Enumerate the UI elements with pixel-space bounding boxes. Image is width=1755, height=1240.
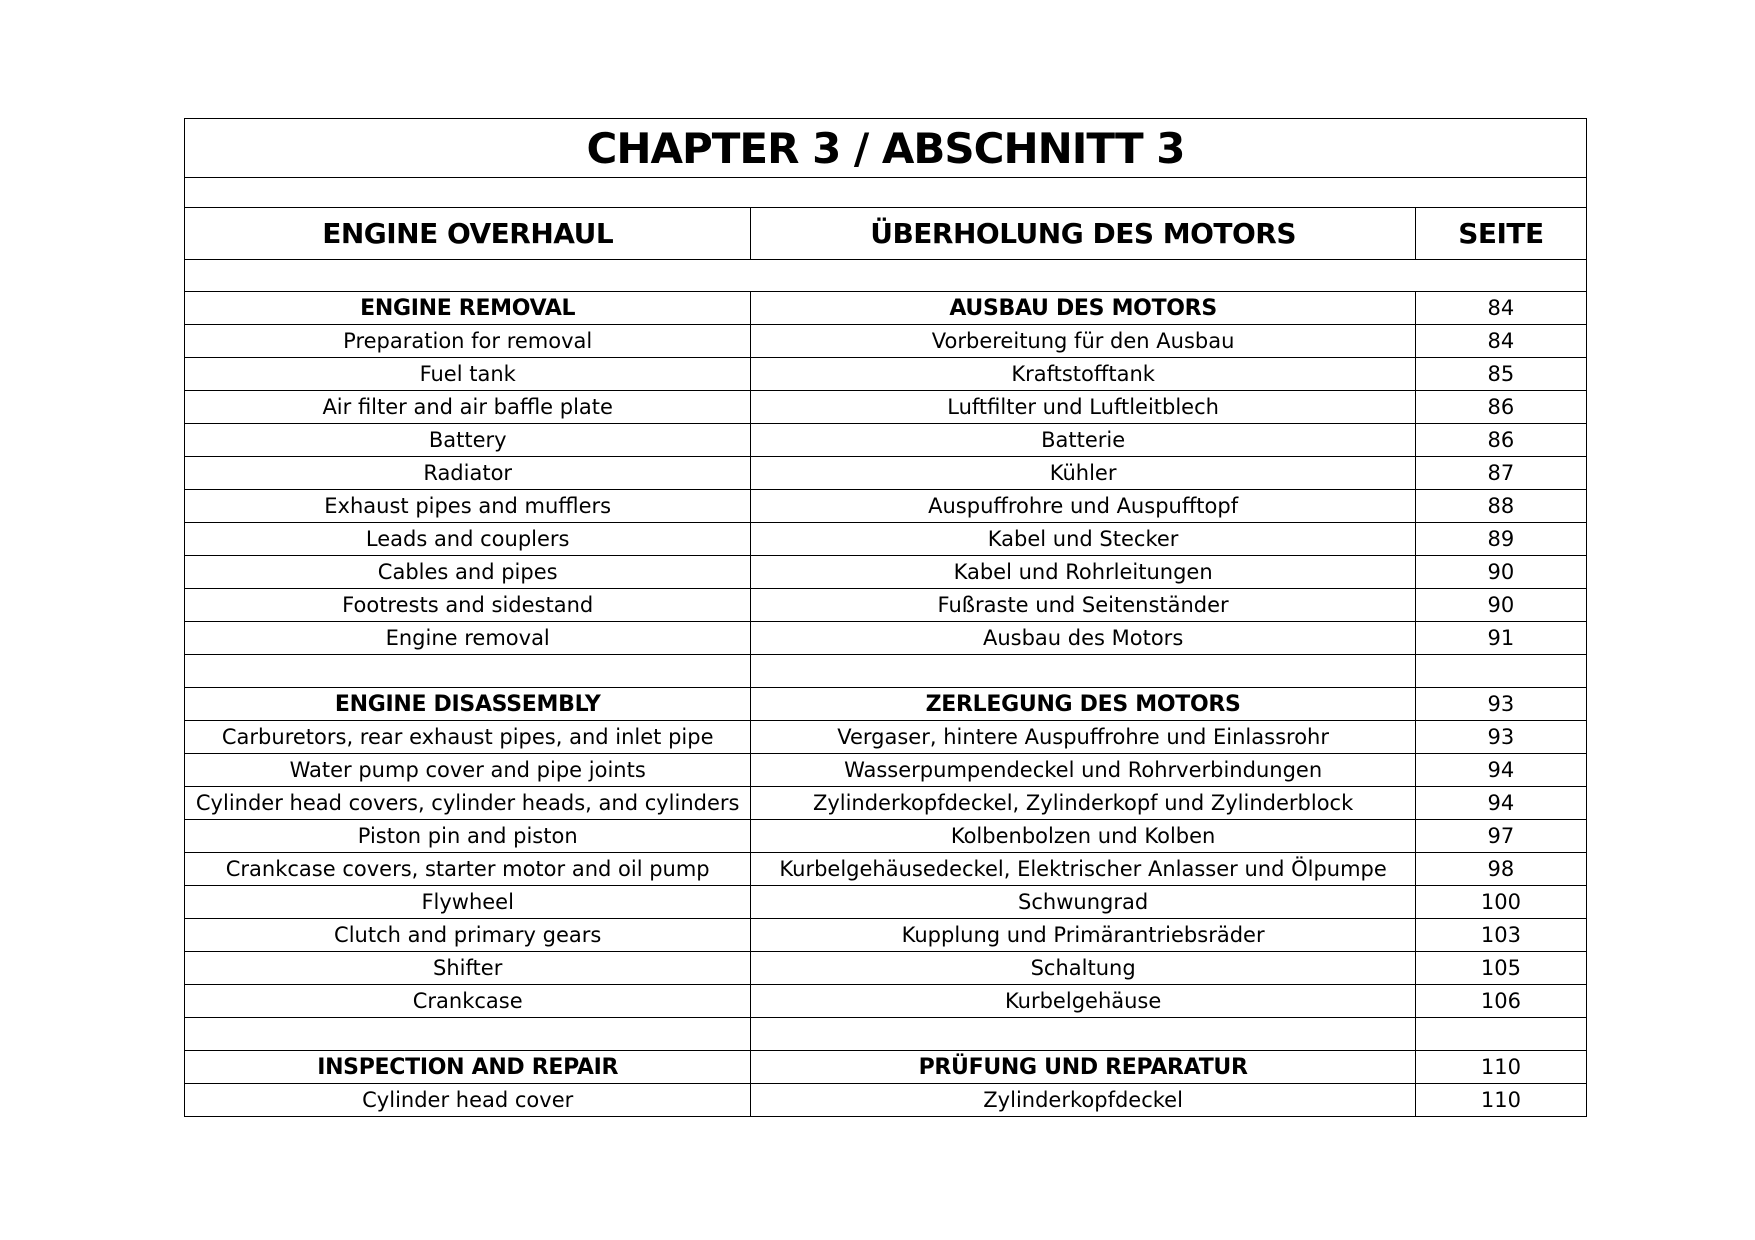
german-cell: Zylinderkopfdeckel (751, 1084, 1415, 1117)
table-row (185, 985, 1587, 1018)
english-cell: Crankcase (185, 985, 751, 1018)
page-cell: 103 (1415, 919, 1586, 952)
spacer-row (185, 260, 1587, 292)
page-cell: 85 (1415, 358, 1586, 391)
section-row (185, 292, 1587, 325)
german-cell: Schwungrad (751, 886, 1415, 919)
german-cell: Zylinderkopfdeckel, Zylinderkopf und Zylinderblock (751, 787, 1415, 820)
english-cell: Battery (185, 424, 751, 457)
header-german: ÜBERHOLUNG DES MOTORS (751, 208, 1415, 260)
page-cell: 100 (1415, 886, 1586, 919)
english-cell: Exhaust pipes and mufflers (185, 490, 751, 523)
title-row (185, 119, 1587, 178)
table-row (185, 952, 1587, 985)
english-cell: Crankcase covers, starter motor and oil pump (185, 853, 751, 886)
german-cell: Kurbelgehäuse (751, 985, 1415, 1018)
page-cell: 90 (1415, 556, 1586, 589)
header-page: SEITE (1415, 208, 1586, 260)
table-row (185, 820, 1587, 853)
english-cell: Radiator (185, 457, 751, 490)
page-cell: 84 (1415, 292, 1586, 325)
table-row (185, 886, 1587, 919)
german-cell: AUSBAU DES MOTORS (751, 292, 1415, 325)
table-row (185, 358, 1587, 391)
english-cell: Carburetors, rear exhaust pipes, and inlet pipe (185, 721, 751, 754)
page-cell: 86 (1415, 424, 1586, 457)
header-row (185, 208, 1587, 260)
page-cell: 87 (1415, 457, 1586, 490)
page-cell: 88 (1415, 490, 1586, 523)
german-cell: Auspuffrohre und Auspufftopf (751, 490, 1415, 523)
table-row (185, 391, 1587, 424)
german-cell: Ausbau des Motors (751, 622, 1415, 655)
german-cell: Kurbelgehäusedeckel, Elektrischer Anlasser und Ölpumpe (751, 853, 1415, 886)
toc-table (184, 118, 1587, 1117)
table-row (185, 919, 1587, 952)
english-cell: ENGINE DISASSEMBLY (185, 688, 751, 721)
table-row (185, 787, 1587, 820)
german-cell: Fußraste und Seitenständer (751, 589, 1415, 622)
english-cell: Cylinder head covers, cylinder heads, and cylinders (185, 787, 751, 820)
spacer-row (185, 178, 1587, 208)
page-cell: 106 (1415, 985, 1586, 1018)
page-cell: 110 (1415, 1051, 1586, 1084)
page-cell: 86 (1415, 391, 1586, 424)
table-row (185, 1084, 1587, 1117)
page-cell: 105 (1415, 952, 1586, 985)
table-row (185, 853, 1587, 886)
page-cell: 91 (1415, 622, 1586, 655)
table-row (185, 754, 1587, 787)
english-cell: Cables and pipes (185, 556, 751, 589)
english-cell: Preparation for removal (185, 325, 751, 358)
chapter-title: CHAPTER 3 / ABSCHNITT 3 (185, 119, 1587, 178)
german-cell: Wasserpumpendeckel und Rohrverbindungen (751, 754, 1415, 787)
german-cell: Kolbenbolzen und Kolben (751, 820, 1415, 853)
page-cell: 84 (1415, 325, 1586, 358)
table-row (185, 457, 1587, 490)
table-row (185, 622, 1587, 655)
english-cell: Clutch and primary gears (185, 919, 751, 952)
english-cell: Flywheel (185, 886, 751, 919)
table-row (185, 325, 1587, 358)
german-cell: Kraftstofftank (751, 358, 1415, 391)
german-cell: Kabel und Stecker (751, 523, 1415, 556)
page-cell: 89 (1415, 523, 1586, 556)
english-cell: Leads and couplers (185, 523, 751, 556)
page-cell: 110 (1415, 1084, 1586, 1117)
section-row (185, 688, 1587, 721)
blank-row (185, 1018, 1587, 1051)
english-cell: Fuel tank (185, 358, 751, 391)
german-cell: Schaltung (751, 952, 1415, 985)
page-cell: 98 (1415, 853, 1586, 886)
english-cell: INSPECTION AND REPAIR (185, 1051, 751, 1084)
english-cell: Shifter (185, 952, 751, 985)
table-row (185, 721, 1587, 754)
german-cell: Kupplung und Primärantriebsräder (751, 919, 1415, 952)
german-cell: Luftfilter und Luftleitblech (751, 391, 1415, 424)
header-english: ENGINE OVERHAUL (185, 208, 751, 260)
german-cell: Vergaser, hintere Auspuffrohre und Einlassrohr (751, 721, 1415, 754)
english-cell: Engine removal (185, 622, 751, 655)
blank-row (185, 655, 1587, 688)
table-row (185, 556, 1587, 589)
german-cell: Vorbereitung für den Ausbau (751, 325, 1415, 358)
page-cell: 93 (1415, 721, 1586, 754)
german-cell: Kühler (751, 457, 1415, 490)
german-cell: PRÜFUNG UND REPARATUR (751, 1051, 1415, 1084)
english-cell: Air filter and air baffle plate (185, 391, 751, 424)
english-cell: Cylinder head cover (185, 1084, 751, 1117)
german-cell: ZERLEGUNG DES MOTORS (751, 688, 1415, 721)
english-cell: Water pump cover and pipe joints (185, 754, 751, 787)
section-row (185, 1051, 1587, 1084)
english-cell: ENGINE REMOVAL (185, 292, 751, 325)
page-cell: 93 (1415, 688, 1586, 721)
table-row (185, 523, 1587, 556)
german-cell: Kabel und Rohrleitungen (751, 556, 1415, 589)
english-cell: Footrests and sidestand (185, 589, 751, 622)
page-cell: 94 (1415, 754, 1586, 787)
table-row (185, 490, 1587, 523)
table-row (185, 424, 1587, 457)
page-cell: 94 (1415, 787, 1586, 820)
table-row (185, 589, 1587, 622)
english-cell: Piston pin and piston (185, 820, 751, 853)
page-cell: 90 (1415, 589, 1586, 622)
german-cell: Batterie (751, 424, 1415, 457)
page-cell: 97 (1415, 820, 1586, 853)
